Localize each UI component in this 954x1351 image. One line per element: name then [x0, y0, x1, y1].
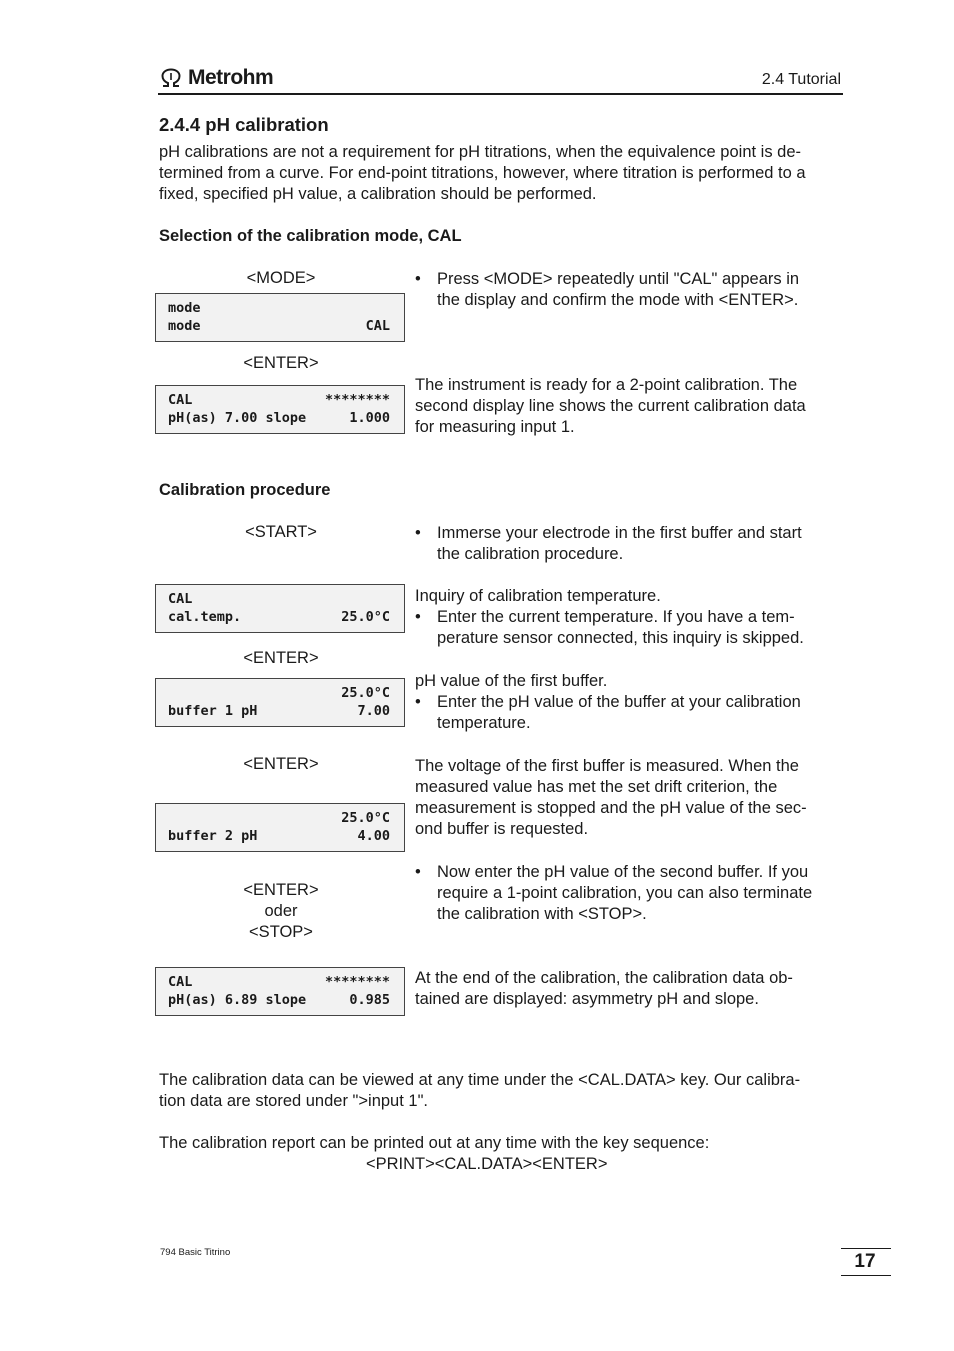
display-buffer-2: [155, 803, 405, 852]
display-line: cal.temp.: [168, 608, 242, 625]
display-value: 25.0°C: [341, 685, 390, 701]
display-value: ********: [324, 392, 390, 408]
text-line: tained are displayed: asymmetry pH and slope.: [415, 990, 759, 1008]
display-value: 25.0°C: [341, 810, 390, 826]
page-number-rule: [841, 1248, 891, 1249]
display-line: CAL: [168, 392, 193, 408]
bullet-line: • Press <MODE> repeatedly until "CAL" appears in: [437, 270, 800, 288]
bullet-line: temperature.: [437, 714, 531, 732]
bullet-item: [415, 523, 835, 565]
key-enter: <ENTER>: [243, 649, 319, 667]
text-line: The voltage of the first buffer is measured. When the: [415, 757, 799, 775]
display-value: ********: [324, 974, 390, 990]
display-value: 1.000: [349, 409, 390, 426]
intro-line: termined from a curve. For end-point titrations, however, where titration is performed to a: [159, 164, 806, 182]
text-line: The calibration data can be viewed at any time under the <CAL.DATA> key. Our calibra-: [159, 1071, 801, 1089]
start-instruction: [415, 523, 835, 565]
key-mode: <MODE>: [246, 269, 316, 287]
key-sequence: <PRINT><CAL.DATA><ENTER>: [366, 1155, 608, 1173]
display-value: 7.00: [357, 702, 390, 719]
brand-name: Metrohm: [188, 66, 274, 89]
display-value: 0.985: [349, 991, 390, 1008]
display-cal-current: [155, 385, 405, 434]
intro-line: fixed, specified pH value, a calibration should be performed.: [159, 185, 597, 203]
page-number-rule: [841, 1275, 891, 1276]
report-paragraph: The calibration report can be printed out at any time with the key sequence:: [159, 1134, 710, 1152]
bullet-line: • Now enter the pH value of the second buffer. If you: [437, 863, 809, 881]
display-line: CAL: [168, 974, 193, 990]
text-line: pH value of the first buffer.: [415, 672, 608, 690]
intro-line: pH calibrations are not a requirement for pH titrations, when the equivalence point is de-: [159, 143, 802, 161]
bullet-item: [415, 692, 835, 734]
display-buffer-1: [155, 678, 405, 727]
text-line: Inquiry of calibration temperature.: [415, 587, 661, 605]
voltage-text: [415, 756, 835, 840]
key-oder: oder: [264, 902, 298, 920]
procedure-heading: Calibration procedure: [159, 481, 331, 499]
display-value: CAL: [365, 317, 390, 334]
key-start: <START>: [245, 523, 317, 541]
display-line: pH(as) 6.89 slope: [168, 991, 307, 1008]
bullet-line: • Immerse your electrode in the first buffer and start: [437, 524, 802, 542]
text-line: measured value has met the set drift criterion, the: [415, 778, 778, 796]
page-number: 17: [854, 1251, 876, 1272]
bullet-line: require a 1-point calibration, you can also terminate: [437, 884, 813, 902]
display-line: mode: [168, 300, 201, 316]
ready-text: [415, 375, 835, 438]
key-enter: <ENTER>: [243, 881, 319, 899]
bullet-line: the display and confirm the mode with <ENTER>.: [437, 291, 799, 309]
omega-logo-icon: [160, 68, 182, 88]
bullet-line: the calibration procedure.: [437, 545, 624, 563]
text-line: for measuring input 1.: [415, 418, 575, 436]
display-line: pH(as) 7.00 slope: [168, 409, 307, 426]
key-enter: <ENTER>: [243, 354, 319, 372]
key-enter: <ENTER>: [243, 755, 319, 773]
temp-text: [415, 586, 835, 649]
bullet-item: [415, 862, 835, 925]
header-section: 2.4 Tutorial: [761, 71, 841, 88]
selection-heading: Selection of the calibration mode, CAL: [159, 227, 462, 245]
key-enter-or-stop: [156, 880, 406, 943]
brand-logo: [160, 66, 273, 90]
text-line: At the end of the calibration, the calibration data ob-: [415, 969, 793, 987]
section-title: 2.4.4 pH calibration: [159, 114, 329, 135]
display-line: buffer 1 pH: [168, 702, 258, 719]
display-mode: [155, 293, 405, 342]
key-stop: <STOP>: [249, 923, 313, 941]
text-line: tion data are stored under ">input 1".: [159, 1092, 429, 1110]
end-text: [415, 968, 835, 1010]
mode-instruction: [415, 269, 835, 311]
text-line: The instrument is ready for a 2-point calibration. The: [415, 376, 798, 394]
buffer2-instruction: [415, 862, 835, 925]
display-cal-temp: [155, 584, 405, 633]
intro-paragraph: [159, 142, 843, 205]
cal-data-paragraph: [159, 1070, 843, 1112]
bullet-line: the calibration with <STOP>.: [437, 905, 647, 923]
footer-product: 794 Basic Titrino: [160, 1247, 231, 1258]
text-line: ond buffer is requested.: [415, 820, 589, 838]
header-rule: [158, 93, 843, 95]
bullet-line: perature sensor connected, this inquiry is skipped.: [437, 629, 804, 647]
buffer1-text: [415, 671, 835, 734]
bullet-line: • Enter the current temperature. If you have a tem-: [437, 608, 795, 626]
display-value: 4.00: [357, 827, 390, 844]
display-line: CAL: [168, 591, 193, 607]
display-line: mode: [168, 317, 201, 334]
bullet-line: • Enter the pH value of the buffer at your calibration: [437, 693, 801, 711]
text-line: measurement is stopped and the pH value of the sec-: [415, 799, 807, 817]
display-cal-result: [155, 967, 405, 1016]
display-value: 25.0°C: [341, 608, 390, 625]
text-line: second display line shows the current calibration data: [415, 397, 806, 415]
bullet-item: [415, 269, 835, 311]
bullet-item: [415, 607, 835, 649]
display-line: buffer 2 pH: [168, 827, 258, 844]
